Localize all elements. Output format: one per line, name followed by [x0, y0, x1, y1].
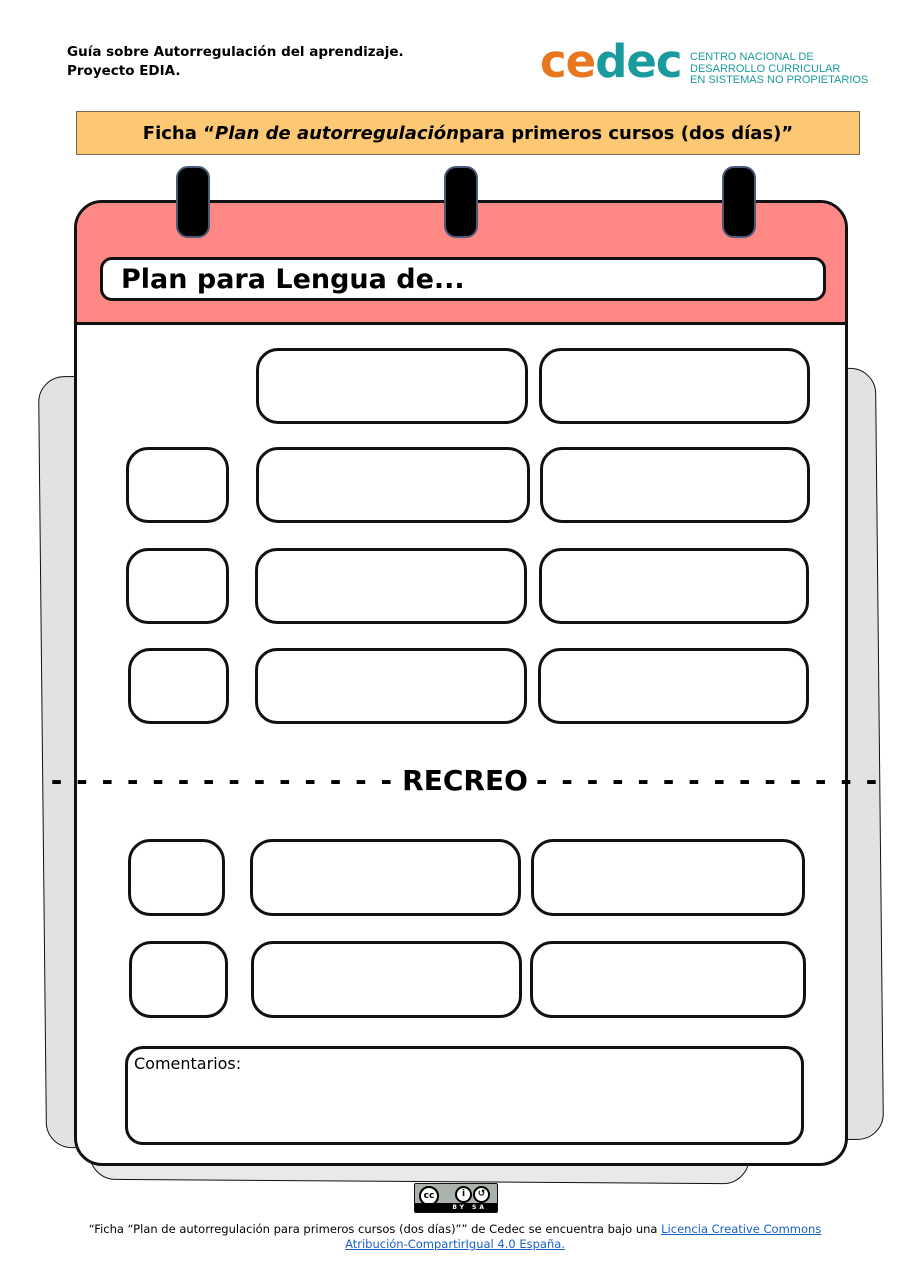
logo-word-part2: dec [595, 35, 682, 88]
logo-sub-line3: EN SISTEMAS NO PROPIETARIOS [690, 74, 869, 86]
license-badge-label: BY SA [415, 1203, 497, 1212]
day1-activity-slot-3[interactable] [255, 648, 527, 724]
day2-activity-slot-1[interactable] [540, 447, 810, 523]
binder-ring-center [444, 166, 478, 238]
comments-field[interactable] [125, 1046, 804, 1145]
comments-label: Comentarios: [134, 1054, 242, 1073]
guide-title-line1: Guía sobre Autorregulación del aprendizaje. [67, 44, 404, 60]
cedec-logo-subtitle [690, 52, 900, 87]
cc-logo-icon: cc [419, 1186, 439, 1206]
banner-suffix: para primeros cursos (dos días)” [458, 122, 794, 144]
binder-ring-right [722, 166, 756, 238]
day1-activity-slot-4[interactable] [250, 839, 521, 916]
day2-activity-slot-2[interactable] [539, 548, 809, 624]
logo-sub-line1: CENTRO NACIONAL DE [690, 51, 814, 63]
license-link[interactable]: Licencia Creative Commons Atribución-CompartirIgual 4.0 España. [345, 1222, 822, 1251]
by-attribution-icon: i [455, 1186, 472, 1203]
footer-text: “Ficha “Plan de autorregulación para primeros cursos (dos días)”” de Cedec se encuentra bajo una [88, 1222, 662, 1236]
break-label: RECREO [402, 763, 528, 797]
time-slot-1[interactable] [126, 447, 229, 523]
banner-italic: Plan de autorregulación [215, 122, 459, 144]
plan-title-field[interactable]: Plan para Lengua de... [100, 257, 826, 301]
break-dashes-right: - - - - - - - - - - - - - - [535, 763, 880, 797]
day1-activity-slot-5[interactable] [251, 941, 522, 1018]
binder-ring-left [176, 166, 210, 238]
guide-title-line2: Proyecto EDIA. [67, 63, 181, 79]
day2-activity-slot-3[interactable] [538, 648, 809, 724]
day2-activity-slot-4[interactable] [531, 839, 805, 916]
day1-activity-slot-1[interactable] [256, 447, 530, 523]
cedec-logo-word [540, 36, 682, 88]
day1-activity-slot-2[interactable] [255, 548, 527, 624]
time-slot-2[interactable] [126, 548, 229, 624]
time-slot-3[interactable] [128, 648, 229, 724]
logo-word-part1: ce [540, 35, 596, 88]
break-dashes-left: - - - - - - - - - - - - - - [50, 763, 395, 797]
time-slot-5[interactable] [129, 941, 228, 1018]
time-slot-4[interactable] [128, 839, 225, 916]
day2-activity-slot-5[interactable] [530, 941, 806, 1018]
cc-by-sa-license-icon[interactable] [414, 1183, 498, 1213]
share-alike-icon: ↺ [473, 1186, 490, 1203]
guide-title [67, 43, 404, 81]
logo-sub-line2: DESARROLLO CURRICULAR [690, 62, 841, 75]
footer-license-text [60, 1222, 850, 1252]
day2-header-slot[interactable] [539, 348, 810, 424]
worksheet-title-banner [76, 111, 860, 155]
day1-header-slot[interactable] [256, 348, 528, 424]
break-divider [50, 760, 880, 800]
banner-prefix: Ficha “ [142, 122, 215, 144]
